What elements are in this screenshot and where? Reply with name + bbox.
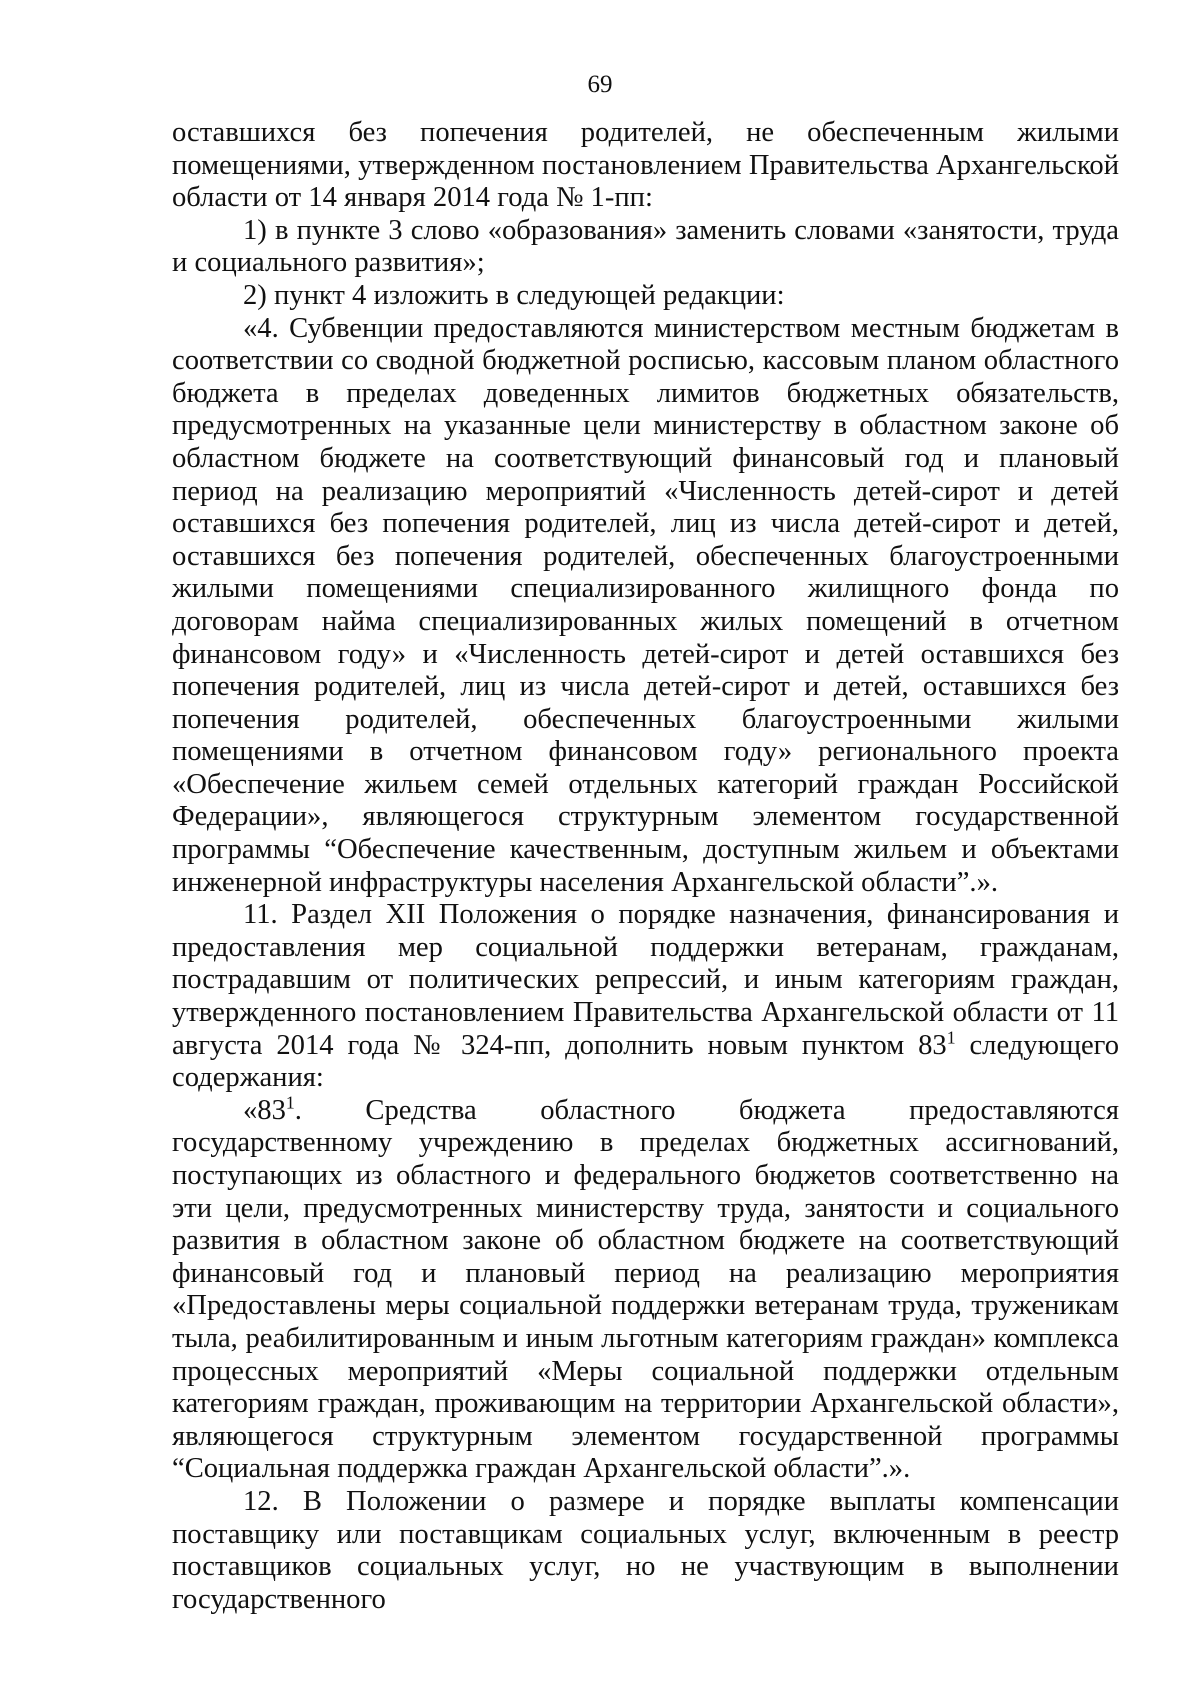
paragraph-item-2: 2) пункт 4 изложить в следующей редакции:	[243, 279, 785, 311]
paragraph-quoted-point-83-1-text-before: «83	[243, 1094, 286, 1126]
document-body	[172, 117, 1119, 1616]
superscript-1: 1	[285, 1092, 295, 1113]
paragraph-quoted-point-83-1	[172, 1092, 1119, 1486]
paragraph-section-11	[172, 899, 1119, 1095]
superscript-1: 1	[946, 1027, 956, 1048]
page-number: 69	[587, 71, 613, 98]
paragraph-continuation: оставшихся без попечения родителей, не обеспеченным жилыми помещениями, утвержденном постановлением Правительства Архангельской области от 14 января 2014 года № 1-пп:	[172, 117, 1119, 214]
paragraph-quoted-point-4: «4. Субвенции предоставляются министерством местным бюджетам в соответствии со сводной бюджетной росписью, кассовым планом областного бюджета в пределах доведенных лимитов бюджетных обязательств, предусмотренных на указанные цели министерству в областном законе об областном бюджете на соответствующий финансовый год и плановый период на реализацию мероприятий «Численность детей-сирот и детей оставшихся без попечения родителей, лиц из числа детей-сирот и детей, оставшихся без попечения родителей, обеспеченных благоустроенными жилыми помещениями специализированного жилищного фонда по договорам найма специализированных жилых помещений в отчетном финансовом году» и «Численность детей-сирот и детей оставшихся без попечения родителей, лиц из числа детей-сирот и детей, оставшихся без попечения родителей, обеспеченных благоустроенными жилыми помещениями в отчетном финансовом году» регионального проекта «Обеспечение жильем семей отдельных категорий граждан Российской Федерации», являющегося структурным элементом государственной программы “Обеспечение качественным, доступным жильем и объектами инженерной инфраструктуры населения Архангельской области”.».	[172, 312, 1119, 898]
paragraph-quoted-point-83-1-text-after: . Средства областного бюджета предоставляются государственному учреждению в пределах бюджетных ассигнований, поступающих из областного и федерального бюджетов соответственно на эти цели, предусмотренных министерству труда, занятости и социального развития в областном законе об областном бюджете на соответствующий финансовый год и плановый период на реализацию мероприятия «Предоставлены меры социальной поддержки ветеранам труда, труженикам тыла, реабилитированным и иным льготным категориям граждан» комплекса процессных мероприятий «Меры социальной поддержки отдельным категориям граждан, проживающим на территории Архангельской области», являющегося структурным элементом государственной программы “Социальная поддержка граждан Архангельской области”.».	[172, 1094, 1119, 1485]
paragraph-section-12: 12. В Положении о размере и порядке выплаты компенсации поставщику или поставщикам социальных услуг, включенным в реестр поставщиков социальных услуг, но не участвующим в выполнении государственного	[172, 1485, 1119, 1615]
paragraph-section-11-text-before: 11. Раздел XII Положения о порядке назначения, финансирования и предоставления мер социальной поддержки ветеранам, гражданам, пострадавшим от политических репрессий, и иным категориям граждан, утвержденного постановлением Правительства Архангельской области от 11 августа 2014 года № 324-пп, дополнить новым пунктом 83	[172, 899, 1119, 1061]
paragraph-section-11-text-after: следующего содержания:	[172, 1029, 1119, 1094]
paragraph-item-1: 1) в пункте 3 слово «образования» заменить словами «занятости, труда и социального развития»;	[172, 214, 1119, 279]
